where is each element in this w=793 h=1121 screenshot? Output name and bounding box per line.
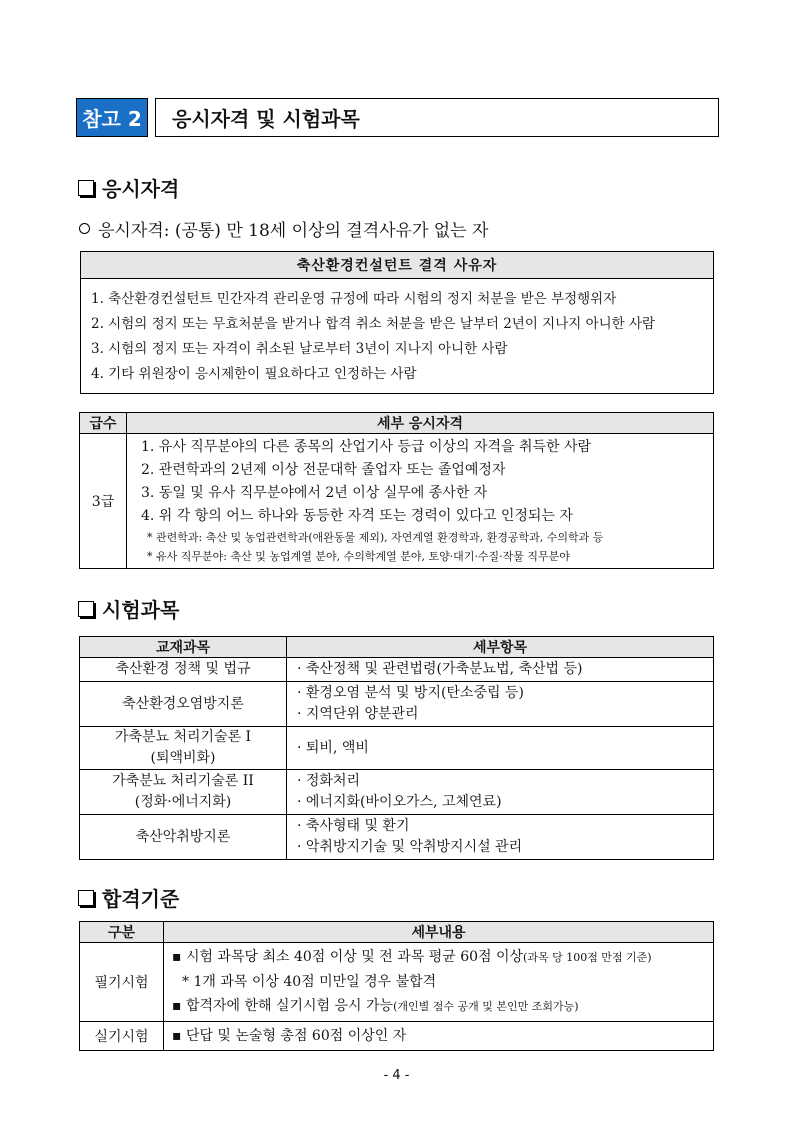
criteria-line: ▪ 단답 및 논술형 총점 60점 이상인 자	[172, 1028, 407, 1044]
criteria-line	[172, 994, 713, 1019]
item-line: · 지역단위 양분관리	[297, 706, 419, 722]
criteria-text: ▪ 합격자에 한해 실기시험 응시 가능	[172, 998, 394, 1014]
item-line: · 퇴비, 액비	[297, 739, 369, 756]
subject-name: 가축분뇨 처리기술론 I	[114, 729, 252, 745]
detail-note: * 유사 직무분야: 축산 및 농업계열 분야, 수의학계열 분야, 토양·대기·수질·작물 직무분야	[147, 550, 570, 563]
table-row	[80, 770, 714, 815]
column-header: 교재과목	[80, 637, 287, 658]
checkbox-square-icon	[78, 601, 94, 617]
subject-subtitle: (정화·에너지화)	[134, 794, 232, 810]
subject-cell	[80, 682, 287, 727]
page-title: 응시자격 및 시험과목	[155, 98, 719, 137]
section-title: 합격기준	[102, 887, 180, 911]
section-heading-pass-criteria	[78, 883, 179, 912]
item-line: · 에너지화(바이오가스, 고체연료)	[297, 794, 502, 810]
column-header: 급수	[80, 413, 127, 434]
subject-name: 축산환경오염방지론	[122, 695, 244, 712]
section-heading-qualification	[78, 173, 179, 202]
category-cell: 필기시험	[80, 943, 164, 1022]
detail-line: 2. 관련학과의 2년제 이상 전문대학 졸업자 또는 졸업예정자	[141, 462, 506, 478]
items-cell	[287, 658, 714, 682]
items-cell	[287, 682, 714, 727]
content-cell	[164, 943, 714, 1022]
category-cell: 실기시험	[80, 1022, 164, 1051]
column-header: 세부항목	[287, 637, 714, 658]
grade-cell: 3급	[80, 434, 127, 569]
list-item: 3. 시험의 정지 또는 자격이 취소된 날로부터 3년이 지나지 아니한 사람	[91, 341, 508, 357]
items-cell	[287, 815, 714, 860]
table-row	[80, 943, 714, 1022]
section-title: 시험과목	[102, 598, 180, 622]
subject-subtitle: (퇴액비화)	[150, 750, 216, 766]
grade-qualification-table	[79, 412, 714, 569]
qualification-text: 응시자격: (공통) 만 18세 이상의 결격사유가 없는 자	[98, 221, 489, 241]
detail-note: * 관련학과: 축산 및 농업관련학과(애완동물 제외), 자연계열 환경학과, 환경공학과, 수의학과 등	[147, 531, 604, 544]
checkbox-square-icon	[78, 890, 94, 906]
item-line: · 환경오염 분석 및 방지(탄소중립 등)	[297, 685, 524, 701]
table-row	[80, 682, 714, 727]
item-line: · 정화처리	[297, 773, 360, 789]
items-cell	[287, 770, 714, 815]
detail-line: 1. 유사 직무분야의 다른 종목의 산업기사 등급 이상의 자격을 취득한 사람	[141, 439, 592, 455]
list-item: 2. 시험의 정지 또는 무효처분을 받거나 합격 취소 처분을 받은 날부터 2년이 지나지 아니한 사람	[91, 316, 656, 332]
circle-bullet-icon	[79, 223, 90, 234]
section-heading-subjects	[78, 594, 179, 623]
subject-name: 가축분뇨 처리기술론 II	[112, 773, 254, 789]
subject-name: 축산악취방지론	[135, 828, 231, 845]
column-header: 세부내용	[164, 922, 714, 943]
checkbox-square-icon	[78, 180, 94, 196]
criteria-note: (과목 당 100점 만점 기준)	[523, 951, 652, 964]
disqualification-box-title: 축산환경컨설턴트 결격 사유자	[81, 252, 713, 279]
criteria-line: * 1개 과목 이상 40점 미만일 경우 불합격	[182, 974, 437, 990]
criteria-text: ▪ 시험 과목당 최소 40점 이상 및 전 과목 평균 60점 이상	[172, 949, 524, 965]
subject-name: 축산환경 정책 및 법규	[115, 661, 251, 677]
section-title: 응시자격	[102, 177, 180, 201]
table-row	[80, 1022, 714, 1051]
criteria-line	[172, 945, 713, 970]
subjects-table	[79, 636, 714, 860]
disqualification-box	[80, 251, 714, 394]
qualification-line	[79, 216, 488, 241]
subject-cell	[80, 770, 287, 815]
table-row	[80, 815, 714, 860]
list-item: 1. 축산환경컨설턴트 민간자격 관리운영 규정에 따라 시험의 정지 처분을 받은 부정행위자	[91, 291, 617, 307]
column-header: 구분	[80, 922, 164, 943]
criteria-note: (개인별 점수 공개 및 본인만 조회가능)	[393, 1000, 579, 1013]
pass-criteria-table	[79, 921, 714, 1051]
item-line: · 악취방지기술 및 악취방지시설 관리	[297, 839, 523, 855]
appendix-badge: 참고 2	[76, 98, 148, 137]
subject-cell	[80, 658, 287, 682]
subject-cell	[80, 815, 287, 860]
detail-line: 4. 위 각 항의 어느 하나와 동등한 자격 또는 경력이 있다고 인정되는 자	[141, 508, 573, 524]
items-cell	[287, 727, 714, 770]
subject-cell	[80, 727, 287, 770]
detail-cell	[127, 434, 714, 569]
table-row	[80, 727, 714, 770]
item-line: · 축산정책 및 관련법령(가축분뇨법, 축산법 등)	[297, 661, 583, 677]
detail-line: 3. 동일 및 유사 직무분야에서 2년 이상 실무에 종사한 자	[141, 485, 488, 501]
list-item: 4. 기타 위원장이 응시제한이 필요하다고 인정하는 사람	[91, 366, 417, 382]
content-cell	[164, 1022, 714, 1051]
item-line: · 축사형태 및 환기	[297, 818, 410, 834]
page-number: - 4 -	[383, 1068, 410, 1083]
table-row	[80, 658, 714, 682]
column-header: 세부 응시자격	[127, 413, 714, 434]
